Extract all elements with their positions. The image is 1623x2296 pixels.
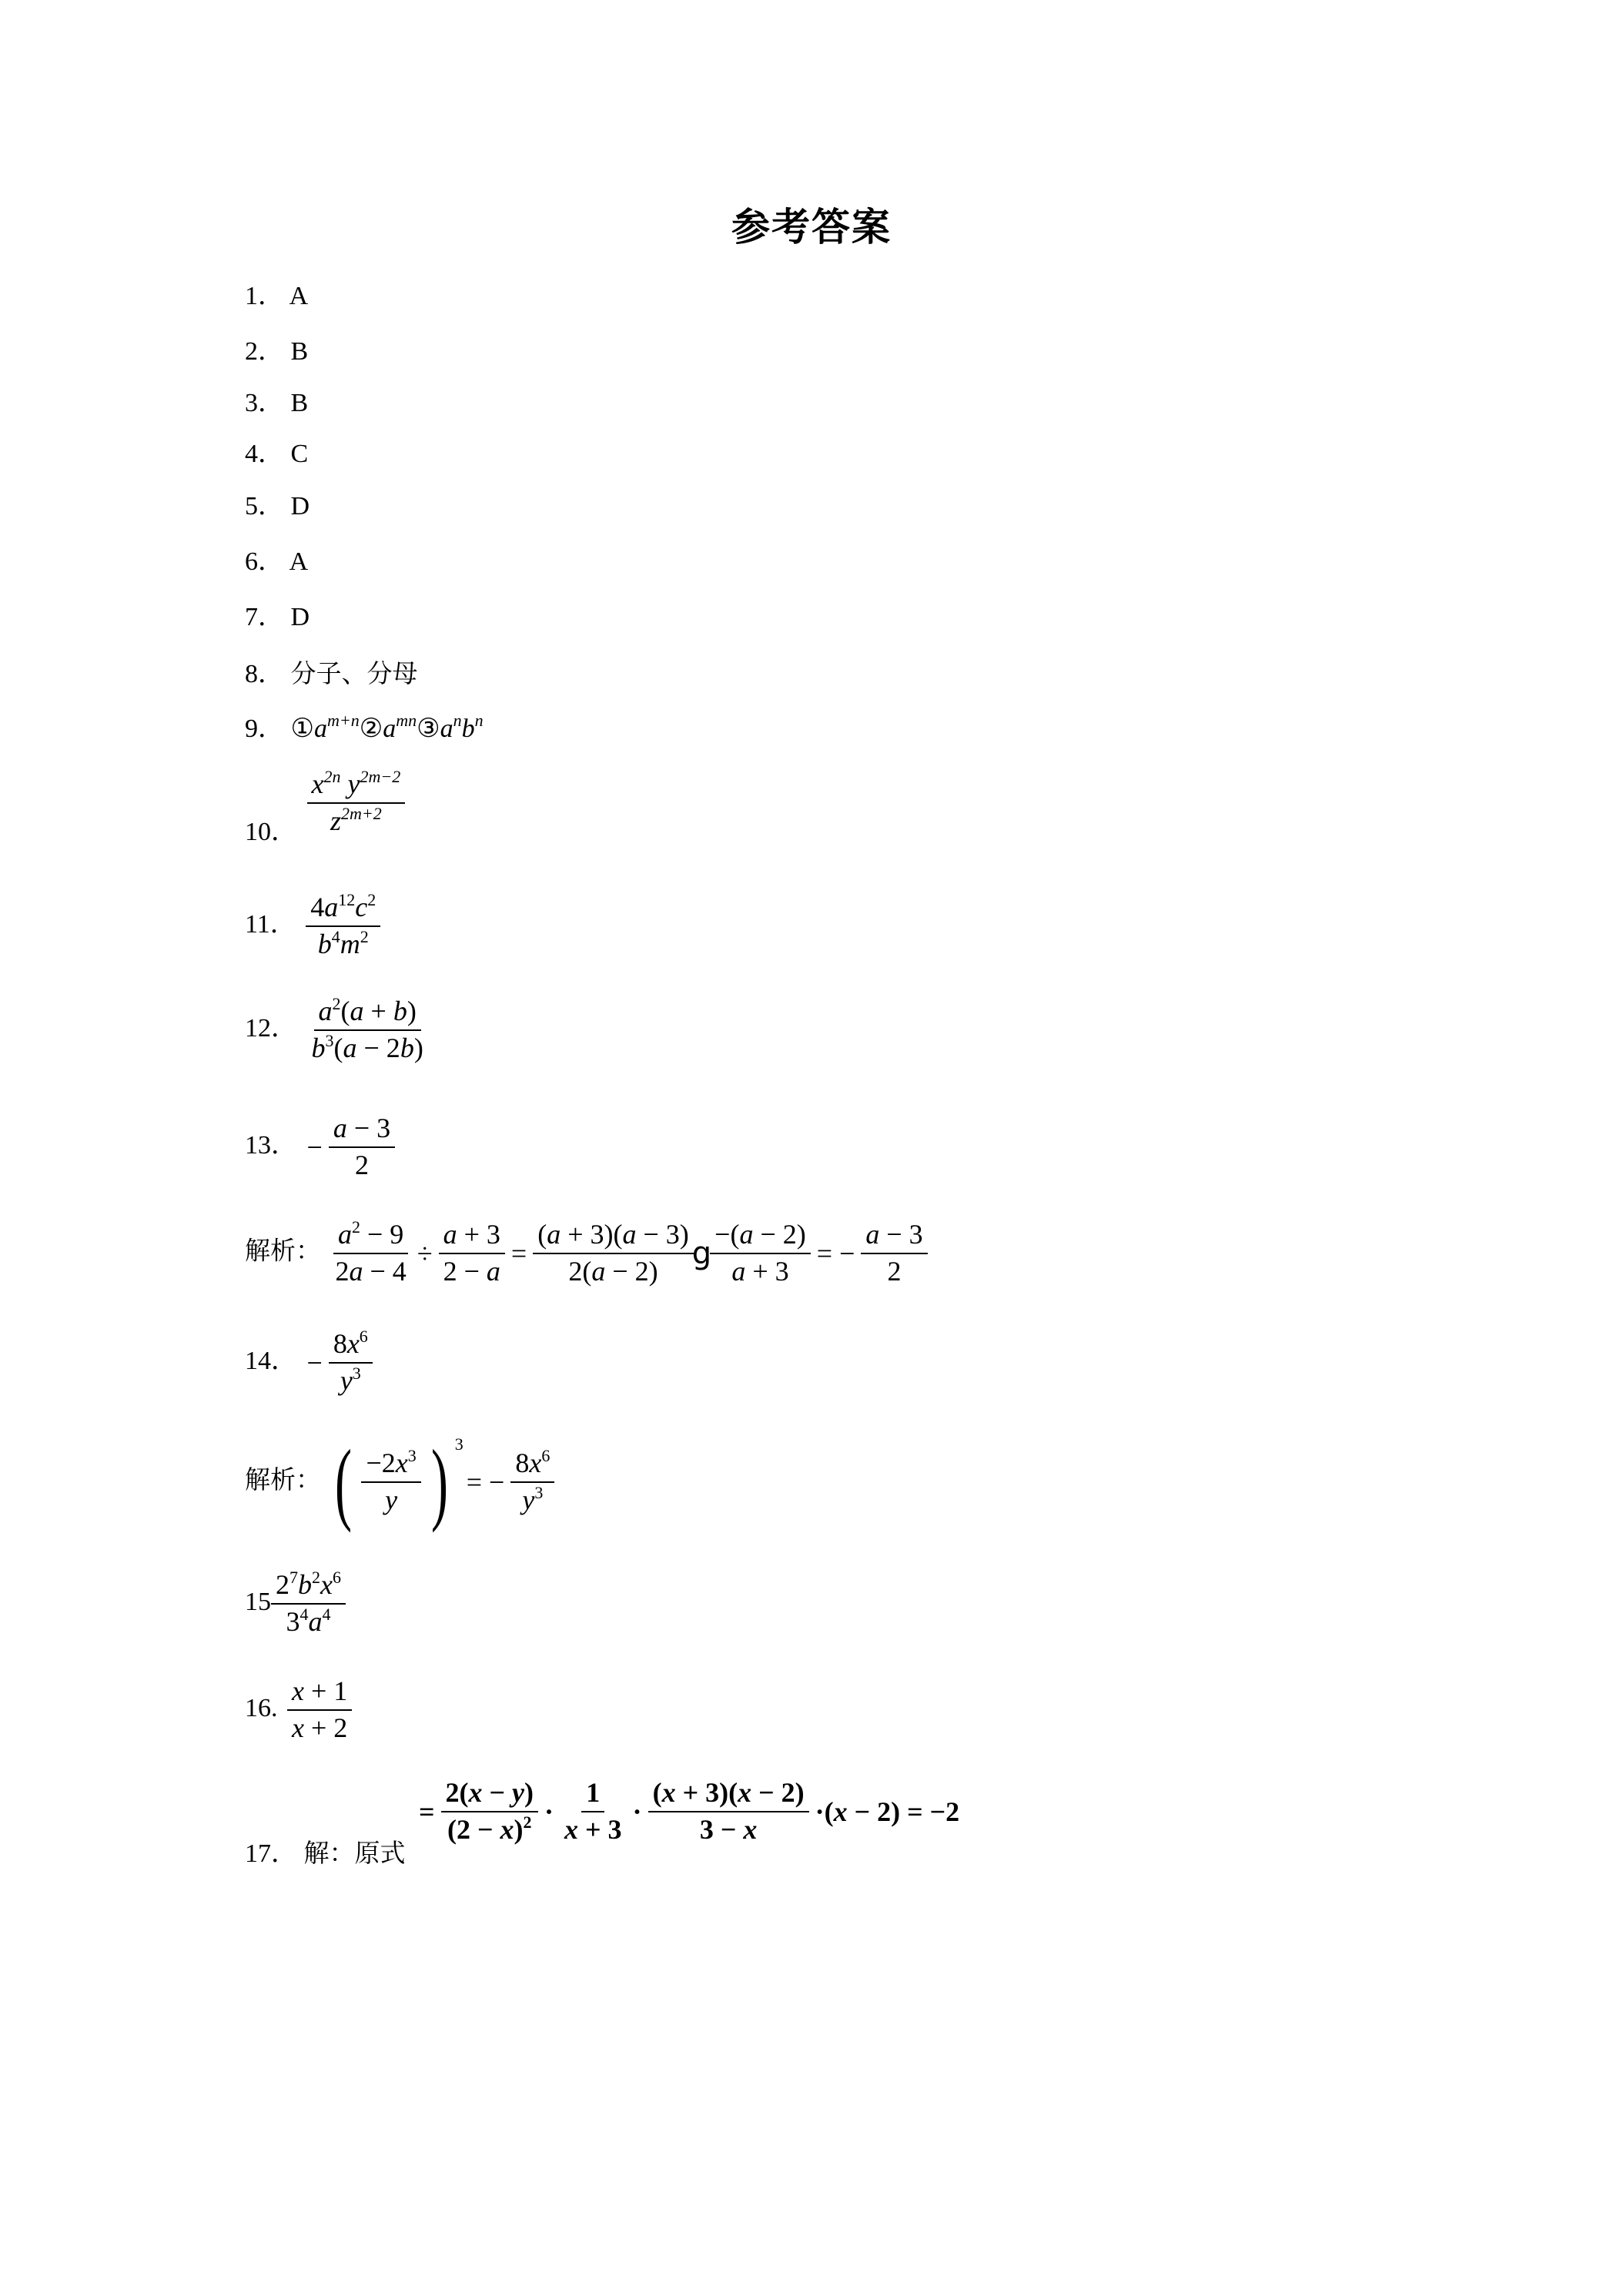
answer-15: 15 $\frac{2^7b^2x^6}{3^4a^4}$ (245, 1571, 349, 1637)
answer-12: 12． $\frac{a^2(a + b)}{b^3(a - 2b)}$ (245, 997, 431, 1063)
answer-14-fraction: $\frac{8x^6}{y^3}$ (329, 1330, 373, 1396)
answer-11: 11． $\frac{4a^{12}c^2}{b^4m^2}$ (245, 893, 383, 959)
answer-9-expression: $①a^{m+n}②a^{mn}③a^nb^n$ (290, 711, 484, 743)
answer-10: 10． $\frac{x^{2n} y^{2m-2}}{z^{2m+2}}$ (245, 770, 408, 845)
analysis-13: 解析： $\frac{a^2 - 9}{2a - 4}$ ÷ $\frac{a + 3}{2 - a}$ = $\frac{(a + 3)(a - 3)}{2(a - 2)}$ g $\frac{-(a - 2)}{a + 3}$ = − $\frac{a - 3}{2}$ (245, 1220, 931, 1287)
answer-14: 14． − $\frac{8x^6}{y^3}$ (245, 1330, 376, 1396)
answer-3: 3． B (245, 389, 309, 417)
answer-13: 13． − $\frac{a - 3}{2}$ (245, 1114, 398, 1180)
answer-16-fraction: $\frac{x + 1}{x + 2}$ (287, 1677, 352, 1743)
answer-17: 17． 解：原式 (245, 1838, 406, 1868)
answer-1: 1． A (245, 282, 309, 310)
answer-15-fraction: $\frac{2^7b^2x^6}{3^4a^4}$ (271, 1571, 346, 1637)
answer-9: 9． $①a^{m+n}②a^{mn}③a^nb^n$ (245, 711, 484, 743)
answer-11-fraction: $\frac{4a^{12}c^2}{b^4m^2}$ (306, 893, 380, 959)
answer-12-fraction: $\frac{a^2(a + b)}{b^3(a - 2b)}$ (311, 994, 423, 1063)
analysis-14: 解析： ( $\frac{-2x^3}{y}$ ) $^3$= − $\frac{8x^6}{y^3}$ (245, 1436, 557, 1528)
answer-8: 8． 分子、分母 (245, 658, 418, 688)
answer-17-expression: = $\frac{2(x - y)}{(2 - x)^2}$ · $\frac{1}{x + 3}$ · $\frac{(x + 3)(x - 2)}{3 - x}$ ·(x − 2) = −2 (419, 1777, 960, 1845)
answer-6: 6． A (245, 547, 309, 576)
answer-2: 2． B (245, 337, 309, 366)
answer-16: 16. $\frac{x + 1}{x + 2}$ (245, 1677, 355, 1743)
answer-10-fraction: $\frac{x^{2n} y^{2m-2}}{z^{2m+2}}$ (307, 770, 406, 836)
page-title: 参考答案 (731, 205, 892, 249)
answer-7: 7． D (245, 603, 310, 631)
answer-13-fraction: $\frac{a - 3}{2}$ (329, 1114, 395, 1180)
answer-4: 4． C (245, 440, 309, 468)
answer-5: 5． D (245, 492, 310, 520)
